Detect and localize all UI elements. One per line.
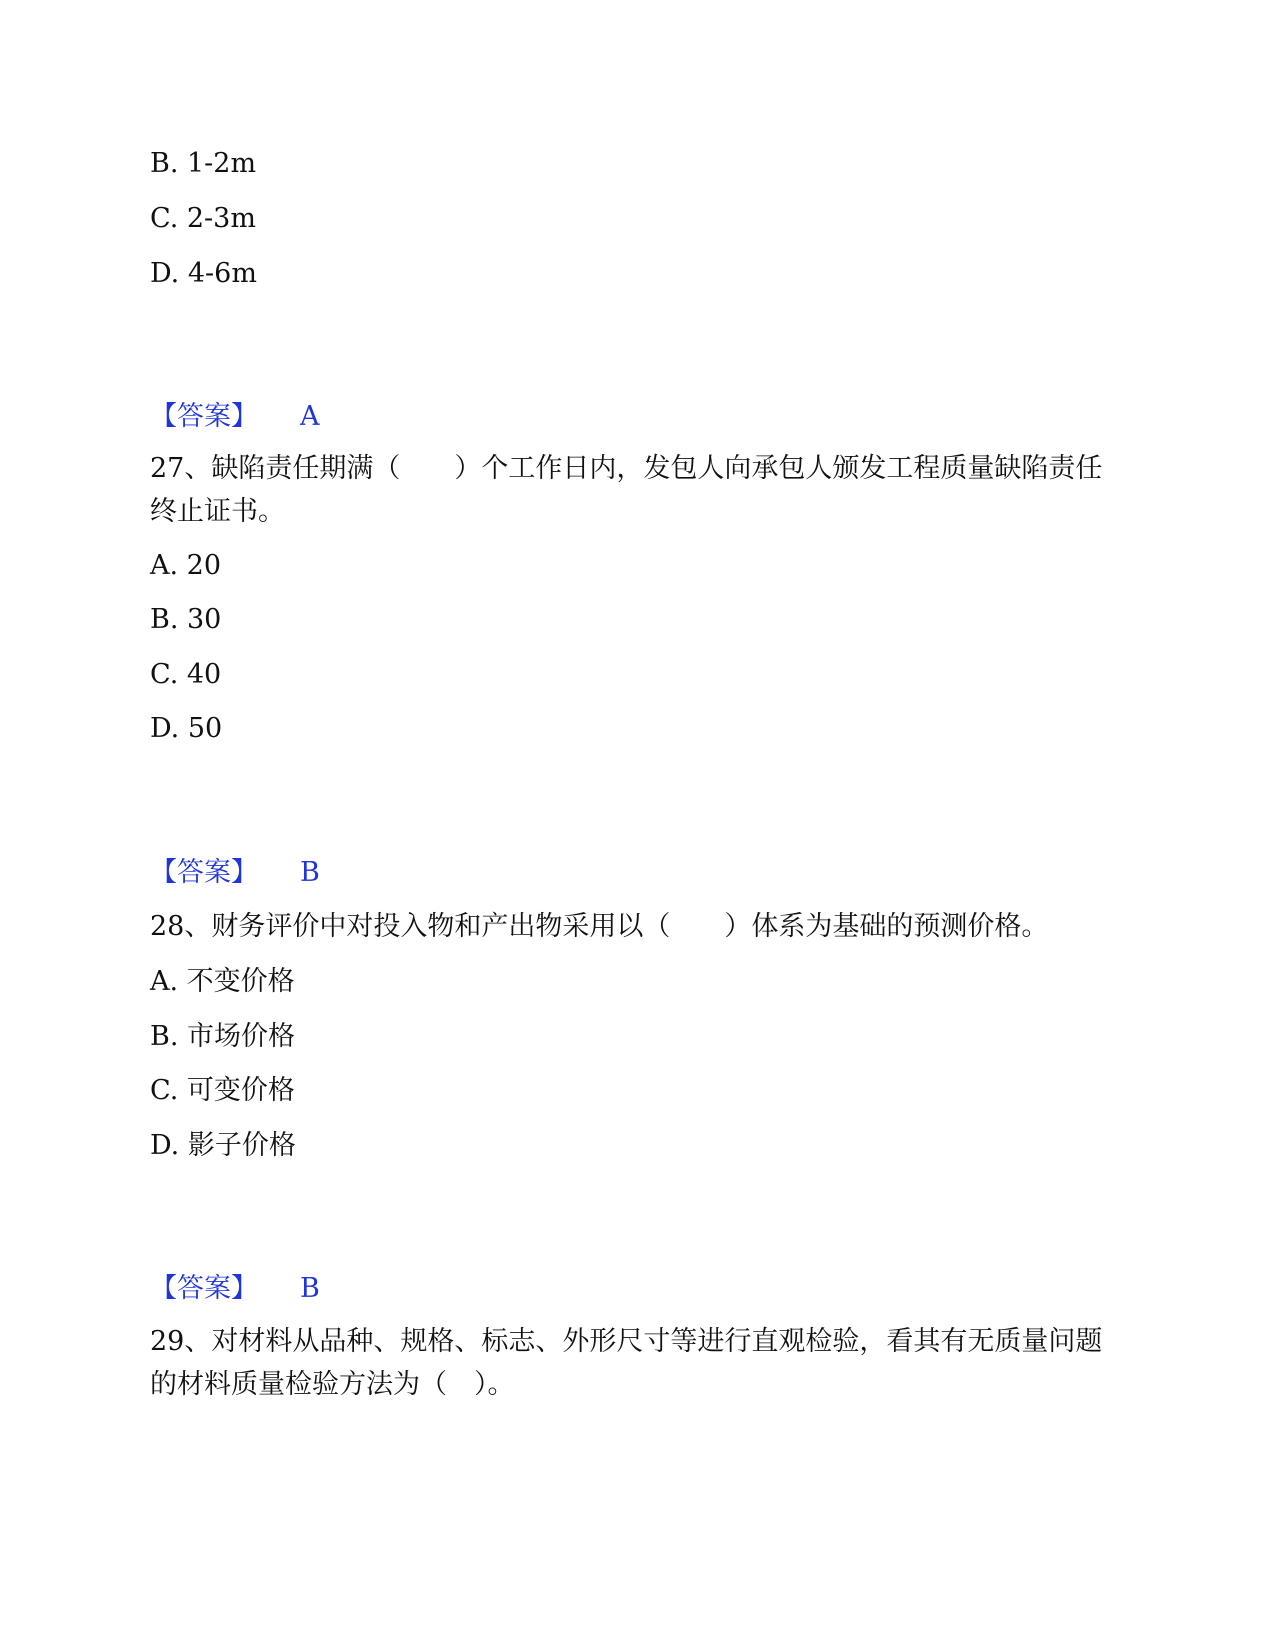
answer-value: B <box>300 1273 320 1304</box>
answer-row <box>150 397 320 437</box>
question-stem: 27、缺陷责任期满（ ）个工作日内，发包人向承包人颁发工程质量缺陷责任终止证书。 <box>150 453 1103 527</box>
answer-row <box>150 1269 320 1309</box>
option-d: D. 4-6m <box>150 258 257 289</box>
answer-label: 【答案】 <box>150 401 258 432</box>
option-a: A. 20 <box>150 550 222 581</box>
option-d: D. 影子价格 <box>150 1130 296 1161</box>
answer-label: 【答案】 <box>150 1273 258 1304</box>
option-c: C. 可变价格 <box>150 1075 295 1106</box>
option-b: B. 市场价格 <box>150 1021 296 1052</box>
option-b: B. 30 <box>150 604 222 635</box>
option-c: C. 2-3m <box>150 203 256 234</box>
option-d: D. 50 <box>150 713 223 744</box>
question-stem: 29、对材料从品种、规格、标志、外形尺寸等进行直观检验，看其有无质量问题的材料质量检验方法为（ ）。 <box>150 1326 1103 1400</box>
option-a: A. 不变价格 <box>150 966 295 997</box>
option-b: B. 1-2m <box>150 148 257 179</box>
question-stem: 28、财务评价中对投入物和产出物采用以（ ）体系为基础的预测价格。 <box>150 911 1049 942</box>
answer-row <box>150 853 320 893</box>
option-c: C. 40 <box>150 659 222 690</box>
answer-value: B <box>300 857 320 888</box>
answer-label: 【答案】 <box>150 857 258 888</box>
answer-value: A <box>300 401 320 432</box>
